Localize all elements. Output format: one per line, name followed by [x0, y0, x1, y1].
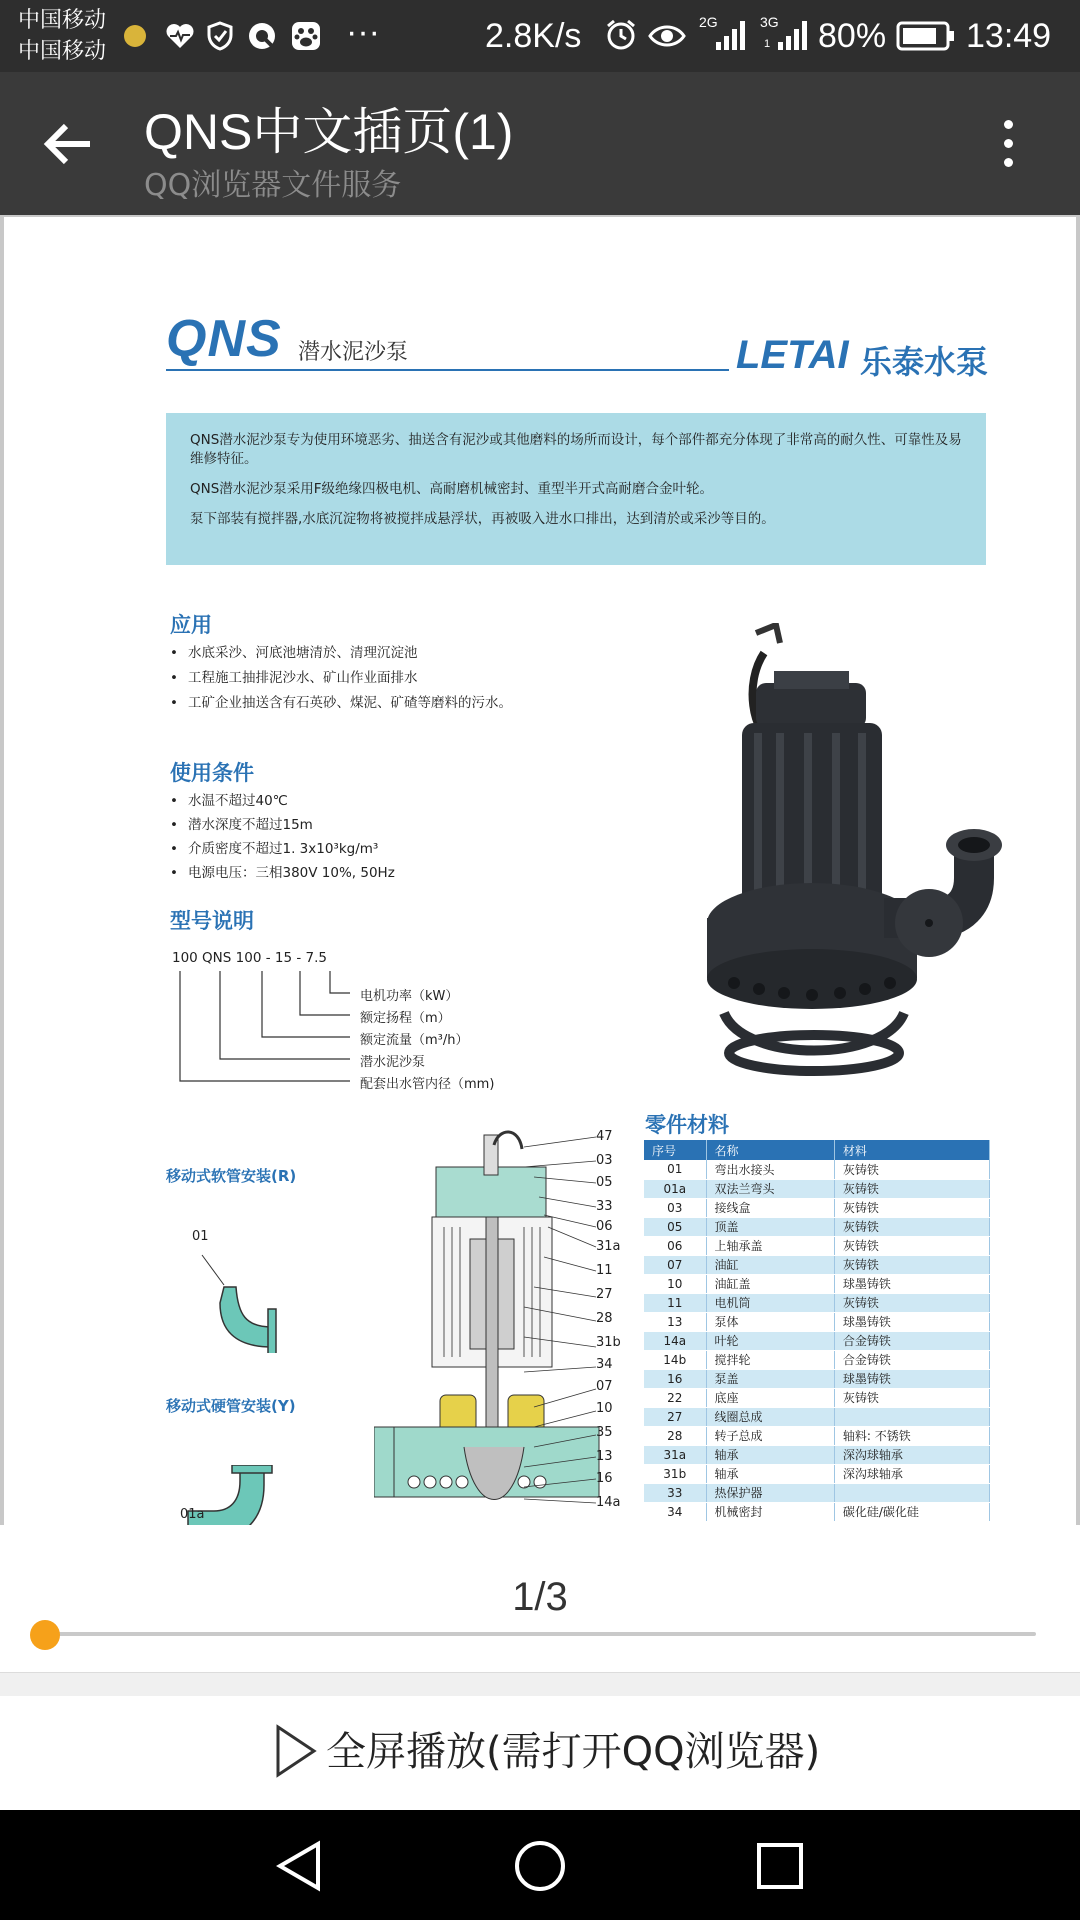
- part-number-label: 07: [596, 1379, 613, 1394]
- carrier-2: 中国移动: [18, 39, 107, 64]
- table-cell: 10: [644, 1274, 706, 1293]
- intro-paragraph: QNS潜水泥沙泵专为使用环境恶劣、抽送含有泥沙或其他磨料的场所而设计，每个部件都充分体现了非常高的耐久性、可靠性及易维修特征。: [190, 432, 962, 467]
- table-row: [644, 1483, 990, 1502]
- nav-recent-icon[interactable]: [750, 1838, 810, 1894]
- table-row: [644, 1179, 990, 1198]
- model-code: 100 QNS 100 - 15 - 7.5: [172, 950, 327, 966]
- document-viewer[interactable]: [0, 215, 1080, 1525]
- letai-cn-logo: 乐泰水泵: [860, 343, 989, 381]
- document-page: [4, 217, 1076, 1525]
- part-number-label: 03: [596, 1153, 613, 1168]
- table-cell: 线圈总成: [706, 1407, 834, 1426]
- page-indicator: 1/3: [512, 1575, 568, 1619]
- column-header: 序号: [644, 1140, 706, 1160]
- table-cell: 03: [644, 1198, 706, 1217]
- table-cell: 合金铸铁: [834, 1350, 989, 1369]
- table-cell: 轴料: 不锈铁: [834, 1426, 989, 1445]
- qq-browser-icon: [246, 20, 278, 52]
- divider: [0, 1672, 1080, 1696]
- page-subtitle: QQ浏览器文件服务: [144, 168, 402, 203]
- table-cell: 06: [644, 1236, 706, 1255]
- part-number-label: 14a: [596, 1495, 621, 1510]
- table-row: [644, 1217, 990, 1236]
- table-row: [644, 1160, 990, 1179]
- table-cell: 泵盖: [706, 1369, 834, 1388]
- table-row: [644, 1388, 990, 1407]
- table-cell: 底座: [706, 1388, 834, 1407]
- list-item: • 电源电压：三相380V 10%, 50Hz: [170, 861, 395, 885]
- more-notifications-icon: ···: [346, 13, 380, 51]
- part-number-label: 47: [596, 1129, 613, 1144]
- table-cell: 轴承: [706, 1464, 834, 1483]
- table-cell: 16: [644, 1369, 706, 1388]
- table-row: [644, 1198, 990, 1217]
- table-cell: 灰铸铁: [834, 1217, 989, 1236]
- table-cell: 灰铸铁: [834, 1160, 989, 1179]
- table-cell: 上轴承盖: [706, 1236, 834, 1255]
- table-row: [644, 1293, 990, 1312]
- part-number-label: 28: [596, 1311, 613, 1326]
- alarm-icon: [604, 18, 638, 52]
- net-speed: 2.8K/s: [485, 17, 582, 55]
- net-2g-label: 2G: [699, 14, 718, 30]
- table-cell: 灰铸铁: [834, 1255, 989, 1274]
- table-cell: 07: [644, 1255, 706, 1274]
- page-slider-track[interactable]: [44, 1632, 1036, 1636]
- table-cell: 灰铸铁: [834, 1179, 989, 1198]
- conditions-heading: 使用条件: [170, 761, 254, 785]
- part-number-label: 10: [596, 1401, 613, 1416]
- table-cell: [834, 1483, 989, 1502]
- model-label-power: 电机功率（kW）: [360, 989, 459, 1004]
- hose-elbow-illustration: [184, 1243, 294, 1353]
- table-cell: 转子总成: [706, 1426, 834, 1445]
- application-heading: 应用: [170, 613, 212, 637]
- nav-back-icon[interactable]: [270, 1838, 330, 1894]
- table-cell: 灰铸铁: [834, 1293, 989, 1312]
- table-cell: 双法兰弯头: [706, 1179, 834, 1198]
- table-cell: 13: [644, 1312, 706, 1331]
- part-number-label: 33: [596, 1199, 613, 1214]
- table-cell: 28: [644, 1426, 706, 1445]
- table-cell: 弯出水接头: [706, 1160, 834, 1179]
- table-cell: 油缸盖: [706, 1274, 834, 1293]
- part-number-label: 27: [596, 1287, 613, 1302]
- page-title: QNS中文插页(1): [144, 104, 514, 160]
- table-cell: 灰铸铁: [834, 1388, 989, 1407]
- table-row: [644, 1274, 990, 1293]
- hose-part-number: 01: [192, 1229, 209, 1244]
- table-cell: 热保护器: [706, 1483, 834, 1502]
- table-row: [644, 1426, 990, 1445]
- net-3g-label: 3G: [760, 14, 779, 30]
- table-row: [644, 1445, 990, 1464]
- hose-install-heading: 移动式软管安装(R): [166, 1167, 297, 1185]
- table-cell: 34: [644, 1502, 706, 1521]
- table-cell: 碳化硅/碳化硅: [834, 1502, 989, 1521]
- table-row: [644, 1502, 990, 1521]
- application-list: [170, 641, 512, 716]
- table-cell: 14b: [644, 1350, 706, 1369]
- table-header-row: [644, 1140, 990, 1160]
- signal-3g-icon: [776, 16, 812, 52]
- table-row: [644, 1312, 990, 1331]
- table-cell: 合金铸铁: [834, 1331, 989, 1350]
- status-bar: [0, 0, 1080, 72]
- signal-2g-icon: [714, 16, 750, 52]
- table-cell: 泵体: [706, 1312, 834, 1331]
- table-cell: 灰铸铁: [834, 1198, 989, 1217]
- table-cell: 01a: [644, 1179, 706, 1198]
- table-cell: 31a: [644, 1445, 706, 1464]
- product-name: 潜水泥沙泵: [298, 340, 409, 365]
- fullscreen-label: 全屏播放(需打开QQ浏览器): [326, 1729, 821, 1775]
- part-number-label: 31a: [596, 1239, 621, 1254]
- net-3g-sub: 1: [764, 38, 771, 50]
- table-cell: 球墨铸铁: [834, 1312, 989, 1331]
- column-header: 材料: [834, 1140, 989, 1160]
- table-cell: 油缸: [706, 1255, 834, 1274]
- table-row: [644, 1350, 990, 1369]
- list-item: • 工矿企业抽送含有石英砂、煤泥、矿碴等磨料的污水。: [170, 691, 512, 716]
- part-number-label: 11: [596, 1263, 613, 1278]
- nav-home-icon[interactable]: [510, 1838, 570, 1894]
- table-row: [644, 1407, 990, 1426]
- part-number-label: 13: [596, 1449, 613, 1464]
- table-cell: 11: [644, 1293, 706, 1312]
- notification-dot-icon: [124, 25, 146, 47]
- list-item: • 工程施工抽排泥沙水、矿山作业面排水: [170, 666, 512, 691]
- table-row: [644, 1331, 990, 1350]
- table-cell: 01: [644, 1160, 706, 1179]
- intro-paragraph: 泵下部装有搅拌器,水底沉淀物将被搅拌成悬浮状，再被吸入进水口排出，达到清於或采沙等目的。: [190, 511, 775, 527]
- table-cell: 机械密封: [706, 1502, 834, 1521]
- header-divider: [166, 369, 729, 371]
- table-cell: 球墨铸铁: [834, 1369, 989, 1388]
- list-item: • 潜水深度不超过15m: [170, 813, 395, 837]
- list-item: • 介质密度不超过1. 3x10³kg/m³: [170, 837, 395, 861]
- battery-icon: [896, 20, 956, 52]
- part-number-label: 35: [596, 1425, 613, 1440]
- back-arrow-icon[interactable]: [40, 116, 96, 172]
- table-cell: 14a: [644, 1331, 706, 1350]
- table-cell: 27: [644, 1407, 706, 1426]
- title-bar: [0, 72, 1080, 215]
- model-heading: 型号说明: [170, 909, 254, 933]
- table-cell: 05: [644, 1217, 706, 1236]
- table-cell: 顶盖: [706, 1217, 834, 1236]
- parts-table: [644, 1140, 990, 1522]
- table-cell: 球墨铸铁: [834, 1274, 989, 1293]
- page-slider-handle[interactable]: [30, 1620, 60, 1650]
- conditions-list: [170, 789, 395, 885]
- table-row: [644, 1255, 990, 1274]
- table-cell: 轴承: [706, 1445, 834, 1464]
- brand-logo: QNS: [166, 310, 282, 368]
- parts-heading: 零件材料: [645, 1113, 729, 1137]
- model-label-diameter: 配套出水管内径（mm): [360, 1077, 495, 1092]
- table-cell: 深沟球轴承: [834, 1445, 989, 1464]
- play-icon: [274, 1723, 318, 1779]
- part-number-label: 05: [596, 1175, 613, 1190]
- part-number-label: 31b: [596, 1335, 621, 1350]
- table-cell: 搅拌轮: [706, 1350, 834, 1369]
- table-cell: 接线盒: [706, 1198, 834, 1217]
- part-number-label: 16: [596, 1471, 613, 1486]
- table-row: [644, 1236, 990, 1255]
- table-cell: 叶轮: [706, 1331, 834, 1350]
- table-cell: 电机筒: [706, 1293, 834, 1312]
- more-vertical-icon[interactable]: [990, 116, 1026, 172]
- model-label-type: 潜水泥沙泵: [360, 1055, 426, 1070]
- fullscreen-button[interactable]: [4, 1698, 1076, 1810]
- model-label-flow: 额定流量（m³/h）: [360, 1033, 469, 1048]
- column-header: 名称: [706, 1140, 834, 1160]
- eye-comfort-icon: [648, 20, 686, 52]
- pager: [0, 1525, 1080, 1672]
- heart-rate-icon: [164, 20, 196, 52]
- hard-install-heading: 移动式硬管安装(Y): [166, 1397, 296, 1415]
- table-cell: 33: [644, 1483, 706, 1502]
- list-item: • 水温不超过40℃: [170, 789, 395, 813]
- carrier-1: 中国移动: [18, 8, 107, 33]
- navigation-bar: [0, 1810, 1080, 1920]
- clock: 13:49: [966, 17, 1052, 55]
- model-label-head: 额定扬程（m）: [360, 1011, 451, 1026]
- table-cell: 22: [644, 1388, 706, 1407]
- intro-box: [166, 413, 986, 565]
- table-row: [644, 1464, 990, 1483]
- table-cell: 灰铸铁: [834, 1236, 989, 1255]
- pump-illustration: [684, 623, 1014, 1093]
- table-cell: 31b: [644, 1464, 706, 1483]
- hard-part-number: 01a: [180, 1507, 205, 1522]
- pump-cross-section-diagram: [374, 1127, 634, 1525]
- table-cell: [834, 1407, 989, 1426]
- part-number-label: 34: [596, 1357, 613, 1372]
- baidu-paw-icon: [290, 20, 322, 52]
- intro-paragraph: QNS潜水泥沙泵采用F级绝缘四极电机、高耐磨机械密封、重型半开式高耐磨合金叶轮。: [190, 481, 714, 497]
- table-cell: 深沟球轴承: [834, 1464, 989, 1483]
- letai-logo: LETAI: [736, 333, 849, 377]
- table-row: [644, 1369, 990, 1388]
- list-item: • 水底采沙、河底池塘清於、清理沉淀池: [170, 641, 512, 666]
- model-leader-lines: [172, 969, 352, 1099]
- shield-icon: [204, 20, 236, 52]
- part-number-label: 06: [596, 1219, 613, 1234]
- battery-percent: 80%: [818, 17, 887, 55]
